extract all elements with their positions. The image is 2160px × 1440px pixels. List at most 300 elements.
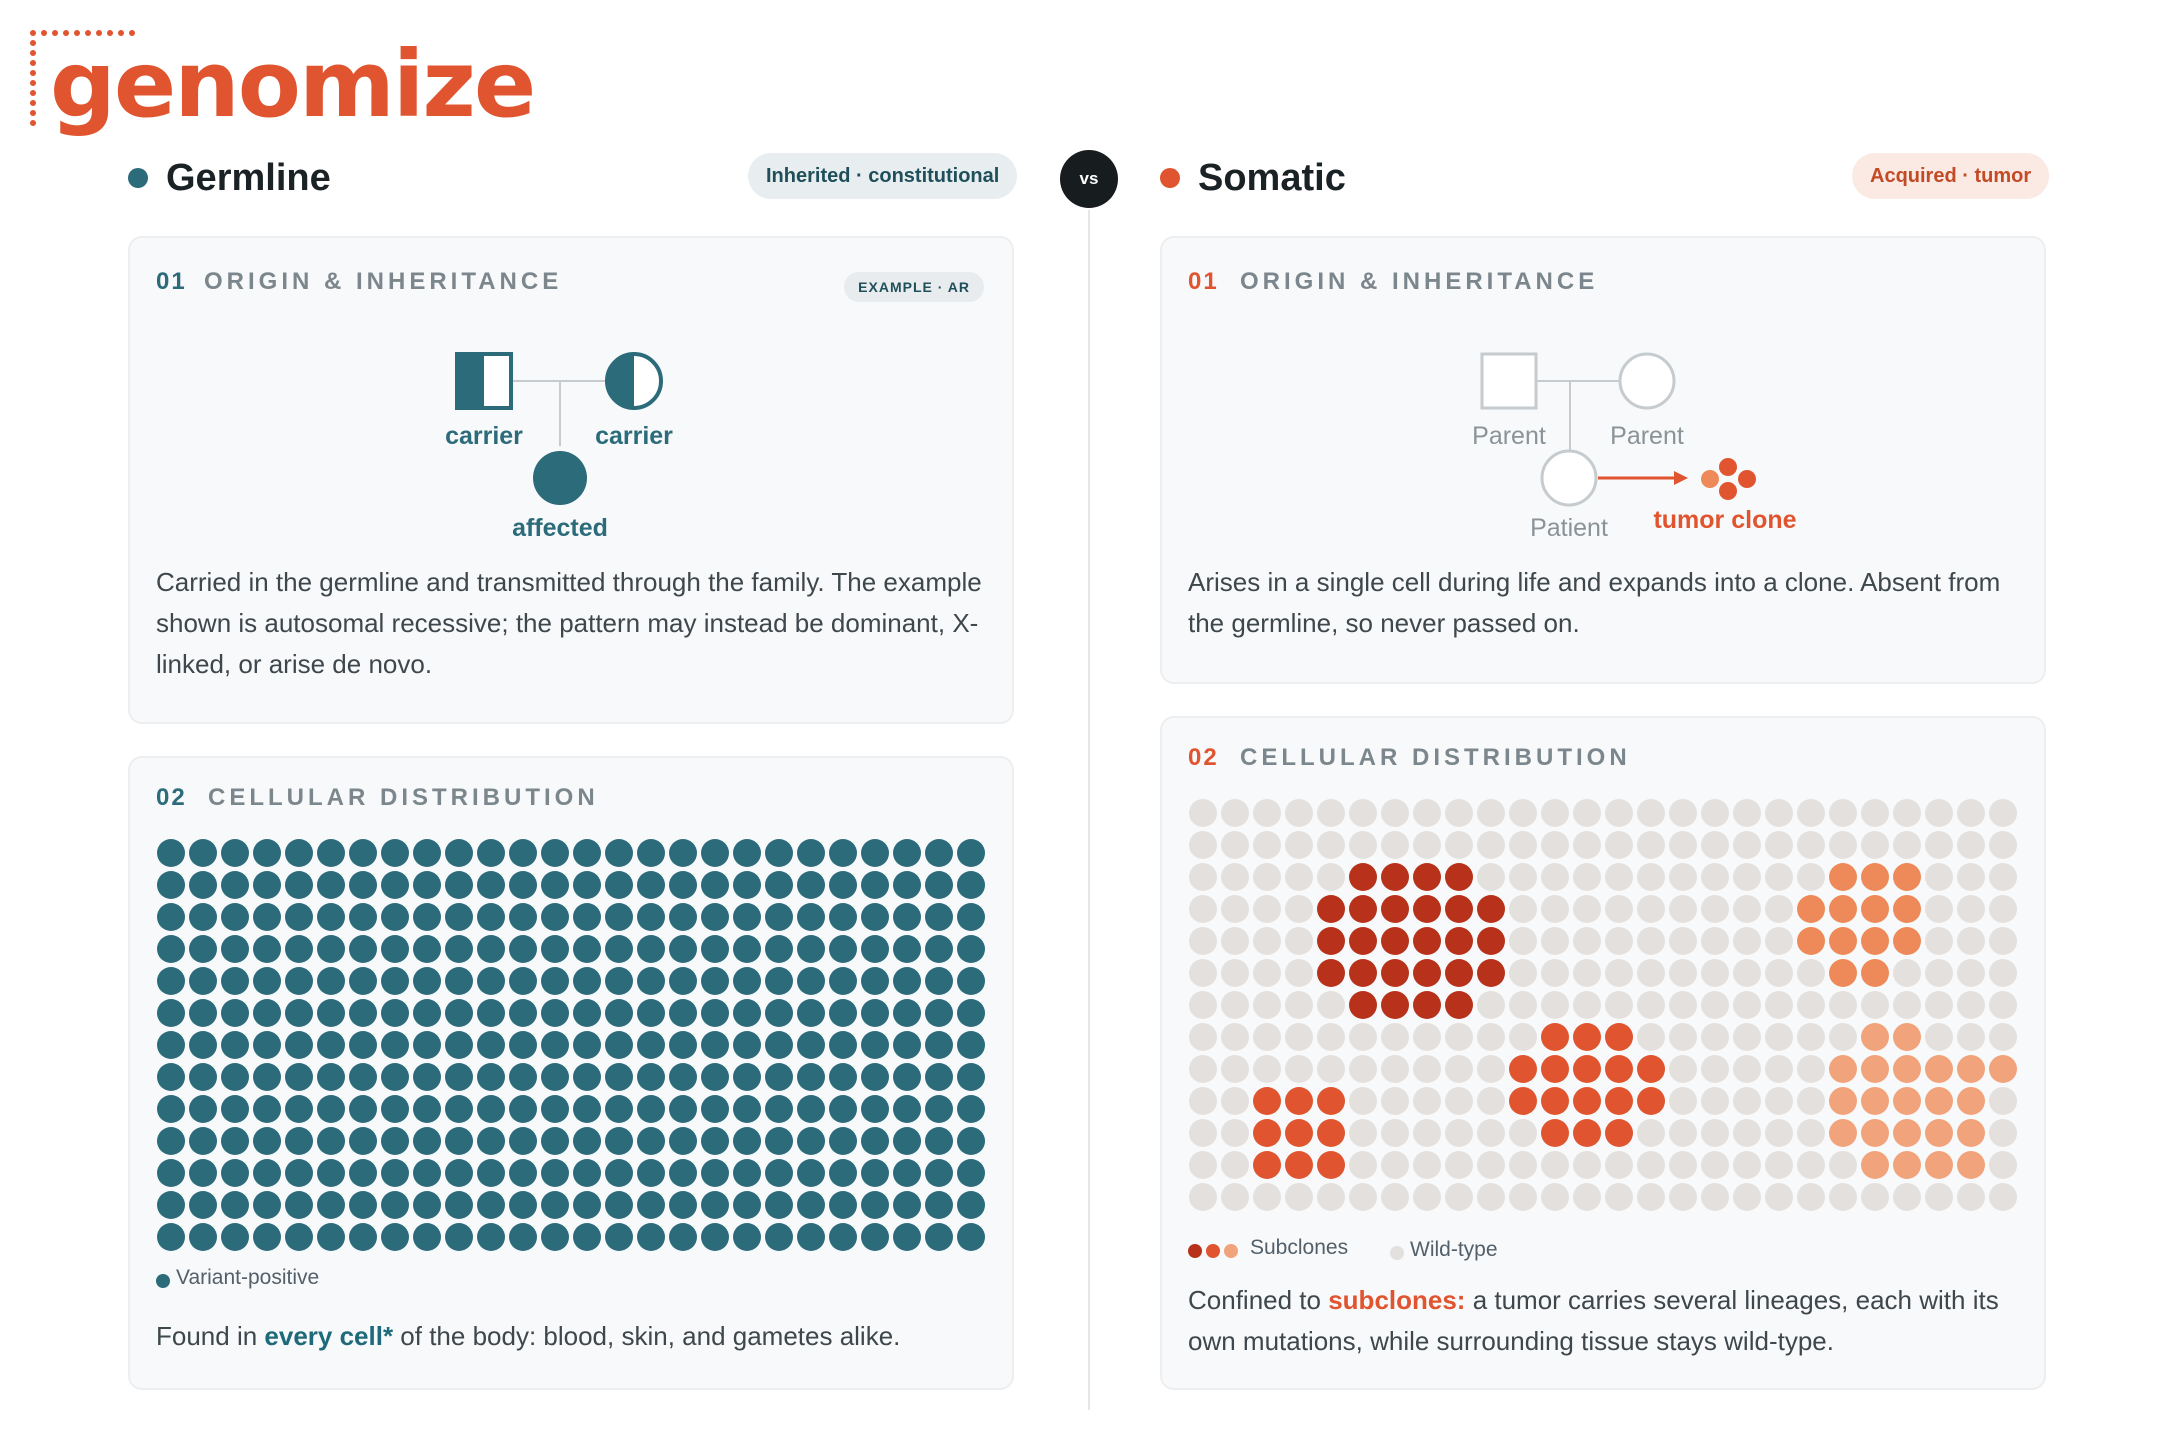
somatic-cell [1573, 927, 1601, 955]
variant-positive-cell [925, 839, 953, 867]
carrier-mother-icon [607, 354, 661, 408]
somatic-cell [1989, 799, 2017, 827]
variant-positive-cell [893, 1095, 921, 1123]
somatic-pill: Acquired · tumor [1852, 153, 2049, 199]
somatic-cell [1925, 927, 1953, 955]
variant-positive-cell [797, 903, 825, 931]
somatic-cell [1925, 959, 1953, 987]
variant-positive-cell [541, 1191, 569, 1219]
variant-positive-cell [477, 935, 505, 963]
somatic-cell [1669, 991, 1697, 1019]
somatic-cell [1765, 1087, 1793, 1115]
somatic-cell [1701, 1087, 1729, 1115]
somatic-cell [1797, 1119, 1825, 1147]
somatic-cell [1381, 1119, 1409, 1147]
germline-title: Germline [166, 157, 331, 199]
variant-positive-cell [349, 839, 377, 867]
variant-positive-cell [445, 871, 473, 899]
section-number: 01 [156, 268, 187, 295]
variant-positive-cell [893, 1031, 921, 1059]
somatic-cell [1349, 831, 1377, 859]
variant-positive-cell [605, 1223, 633, 1251]
somatic-cell [1733, 1087, 1761, 1115]
variant-positive-cell [765, 1095, 793, 1123]
variant-positive-cell [157, 839, 185, 867]
variant-positive-cell [765, 1127, 793, 1155]
somatic-cell [1445, 991, 1473, 1019]
somatic-cell [1669, 959, 1697, 987]
variant-positive-cell [189, 967, 217, 995]
variant-positive-cell [637, 967, 665, 995]
variant-positive-cell [445, 903, 473, 931]
somatic-cell [1349, 1055, 1377, 1083]
somatic-cell [1893, 1119, 1921, 1147]
variant-positive-cell [253, 1063, 281, 1091]
variant-positive-cell [157, 1159, 185, 1187]
variant-positive-cell [573, 967, 601, 995]
somatic-cell [1861, 863, 1889, 891]
variant-positive-cell [637, 871, 665, 899]
somatic-cell [1221, 1151, 1249, 1179]
variant-positive-cell [317, 1063, 345, 1091]
variant-positive-cell [349, 935, 377, 963]
somatic-cell [1861, 1119, 1889, 1147]
somatic-cell [1381, 863, 1409, 891]
variant-positive-cell [829, 1223, 857, 1251]
variant-positive-cell [189, 903, 217, 931]
somatic-cell [1701, 1151, 1729, 1179]
somatic-cell [1861, 1023, 1889, 1051]
variant-positive-cell [733, 1159, 761, 1187]
somatic-cell [1413, 895, 1441, 923]
somatic-cell [1381, 1055, 1409, 1083]
somatic-cell [1253, 831, 1281, 859]
variant-positive-cell [221, 871, 249, 899]
somatic-cell [1989, 1055, 2017, 1083]
somatic-cell [1797, 1023, 1825, 1051]
somatic-cell [1221, 959, 1249, 987]
wildtype-legend: Wild-type [1410, 1238, 1498, 1261]
variant-positive-cell [381, 871, 409, 899]
variant-positive-cell [637, 1159, 665, 1187]
variant-positive-cell [957, 1031, 985, 1059]
somatic-cell [1509, 831, 1537, 859]
somatic-distribution-text: Confined to subclones: a tumor carries several lineages, each with its own mutations, while surrounding tissue stays wild-type. [1188, 1285, 1999, 1356]
section-title: ORIGIN & INHERITANCE [204, 268, 563, 295]
somatic-cell [1829, 959, 1857, 987]
somatic-cell [1701, 895, 1729, 923]
variant-positive-cell [253, 1191, 281, 1219]
variant-positive-cell [285, 999, 313, 1027]
somatic-cell [1573, 895, 1601, 923]
variant-positive-cell [637, 1031, 665, 1059]
variant-positive-cell [317, 1223, 345, 1251]
somatic-cell [1925, 1023, 1953, 1051]
variant-positive-cell [445, 1127, 473, 1155]
somatic-cell [1861, 927, 1889, 955]
somatic-cell [1413, 863, 1441, 891]
somatic-cell [1605, 1023, 1633, 1051]
somatic-cell [1413, 799, 1441, 827]
somatic-cell [1989, 1119, 2017, 1147]
variant-positive-cell [381, 935, 409, 963]
variant-positive-cell [285, 1191, 313, 1219]
variant-positive-cell [445, 1159, 473, 1187]
variant-positive-cell [733, 839, 761, 867]
somatic-cell [1477, 1055, 1505, 1083]
somatic-cell [1829, 927, 1857, 955]
somatic-cell [1893, 799, 1921, 827]
variant-positive-cell [509, 839, 537, 867]
somatic-cell [1701, 831, 1729, 859]
germline-pedigree [130, 238, 1016, 538]
somatic-cell [1189, 959, 1217, 987]
somatic-cell [1797, 927, 1825, 955]
somatic-cell [1285, 1023, 1313, 1051]
mother-label: Parent [1610, 422, 1684, 450]
variant-positive-cell [669, 999, 697, 1027]
somatic-cell [1925, 799, 1953, 827]
somatic-cell [1285, 1183, 1313, 1211]
somatic-cell [1541, 927, 1569, 955]
variant-positive-cell [541, 935, 569, 963]
variant-positive-cell [957, 967, 985, 995]
variant-positive-cell [925, 871, 953, 899]
variant-positive-cell [637, 1063, 665, 1091]
genomize-logo [30, 30, 535, 140]
somatic-cell [1637, 831, 1665, 859]
somatic-cell [1861, 1055, 1889, 1083]
somatic-cell [1861, 1087, 1889, 1115]
variant-positive-cell [253, 871, 281, 899]
variant-positive-cell [445, 967, 473, 995]
somatic-cell [1189, 799, 1217, 827]
germline-dot-icon [128, 168, 148, 188]
somatic-cell [1477, 1087, 1505, 1115]
somatic-cell [1797, 895, 1825, 923]
somatic-cell [1989, 831, 2017, 859]
somatic-cell [1989, 991, 2017, 1019]
patient-icon [1542, 451, 1596, 505]
somatic-origin-card [1160, 236, 2046, 684]
somatic-cell [1477, 831, 1505, 859]
somatic-cell [1605, 863, 1633, 891]
subclone-legend-swatch-dark [1188, 1244, 1202, 1258]
variant-positive-cell [573, 1031, 601, 1059]
mother-label: carrier [595, 422, 673, 450]
variant-positive-cell [701, 1031, 729, 1059]
variant-positive-cell [957, 1159, 985, 1187]
variant-positive-cell [541, 903, 569, 931]
somatic-cell [1893, 1055, 1921, 1083]
somatic-cell [1413, 831, 1441, 859]
germline-distribution-text: Found in every cell* of the body: blood, skin, and gametes alike. [156, 1321, 901, 1351]
variant-positive-cell [317, 935, 345, 963]
somatic-cell [1733, 959, 1761, 987]
somatic-cell [1733, 863, 1761, 891]
variant-positive-cell [445, 935, 473, 963]
variant-positive-cell [669, 1063, 697, 1091]
variant-positive-cell [797, 1159, 825, 1187]
somatic-cell [1445, 959, 1473, 987]
somatic-cell [1637, 1055, 1665, 1083]
somatic-cell [1765, 863, 1793, 891]
somatic-cell [1349, 1087, 1377, 1115]
variant-positive-cell [669, 1223, 697, 1251]
somatic-cell [1669, 1087, 1697, 1115]
somatic-cell [1509, 863, 1537, 891]
somatic-cell [1445, 799, 1473, 827]
variant-positive-cell [701, 967, 729, 995]
somatic-cell [1733, 831, 1761, 859]
somatic-cell [1765, 1183, 1793, 1211]
somatic-cell [1861, 831, 1889, 859]
somatic-cell [1829, 799, 1857, 827]
variant-positive-cell [317, 999, 345, 1027]
variant-positive-cell [445, 839, 473, 867]
somatic-cell [1285, 1119, 1313, 1147]
variant-positive-cell [413, 1031, 441, 1059]
somatic-cell [1221, 1023, 1249, 1051]
variant-positive-cell [669, 1159, 697, 1187]
somatic-cell [1765, 1119, 1793, 1147]
somatic-cell [1285, 895, 1313, 923]
variant-positive-cell [285, 1127, 313, 1155]
somatic-cell [1317, 831, 1345, 859]
somatic-cell [1349, 1119, 1377, 1147]
somatic-cell [1829, 863, 1857, 891]
variant-positive-cell [637, 1127, 665, 1155]
somatic-cell [1701, 799, 1729, 827]
germline-distribution-card [128, 756, 1014, 1390]
somatic-cell [1829, 1055, 1857, 1083]
variant-positive-cell [509, 1223, 537, 1251]
patient-label: Patient [1530, 514, 1608, 542]
variant-positive-cell [957, 1191, 985, 1219]
somatic-cell [1317, 927, 1345, 955]
variant-positive-cell [221, 967, 249, 995]
somatic-cell [1637, 1151, 1665, 1179]
section-title: CELLULAR DISTRIBUTION [1240, 744, 1631, 771]
somatic-cell [1669, 1023, 1697, 1051]
somatic-cell [1893, 991, 1921, 1019]
variant-positive-cell [413, 1191, 441, 1219]
logo-dot [30, 40, 36, 46]
somatic-pedigree [1162, 238, 2048, 538]
somatic-cell [1957, 1023, 1985, 1051]
somatic-cell [1445, 1119, 1473, 1147]
somatic-cell [1733, 1055, 1761, 1083]
variant-positive-cell [861, 1159, 889, 1187]
variant-positive-cell [413, 871, 441, 899]
variant-positive-cell [861, 935, 889, 963]
somatic-cell [1509, 895, 1537, 923]
variant-positive-cell [605, 1127, 633, 1155]
somatic-cell [1445, 927, 1473, 955]
variant-positive-cell [477, 903, 505, 931]
variant-positive-cell [733, 1127, 761, 1155]
somatic-cell [1253, 863, 1281, 891]
somatic-cell [1957, 991, 1985, 1019]
somatic-cell [1797, 831, 1825, 859]
somatic-cell [1477, 1023, 1505, 1051]
somatic-cell [1893, 1183, 1921, 1211]
somatic-cell [1765, 1023, 1793, 1051]
variant-positive-cell [253, 999, 281, 1027]
variant-positive-cell [573, 1127, 601, 1155]
variant-positive-cell [285, 871, 313, 899]
variant-positive-cell [765, 871, 793, 899]
variant-positive-cell [925, 1223, 953, 1251]
variant-positive-cell [925, 1031, 953, 1059]
variant-positive-cell [861, 1191, 889, 1219]
somatic-cell [1605, 831, 1633, 859]
somatic-cell [1765, 927, 1793, 955]
somatic-cell [1637, 1119, 1665, 1147]
variant-positive-cell [413, 1127, 441, 1155]
somatic-cell [1413, 1151, 1441, 1179]
variant-positive-cell [701, 1223, 729, 1251]
somatic-cell [1349, 927, 1377, 955]
variant-positive-cell [925, 999, 953, 1027]
variant-positive-cell [221, 1191, 249, 1219]
somatic-cell [1925, 1055, 1953, 1083]
somatic-cell [1765, 991, 1793, 1019]
somatic-cell [1189, 1023, 1217, 1051]
somatic-cell [1413, 991, 1441, 1019]
variant-positive-cell [445, 1223, 473, 1251]
variant-positive-cell [189, 1095, 217, 1123]
somatic-origin-text: Arises in a single cell during life and expands into a clone. Absent from the germline, so never passed on. [1188, 567, 2001, 638]
somatic-cell [1605, 1119, 1633, 1147]
variant-positive-cell [253, 1095, 281, 1123]
variant-positive-cell [669, 1127, 697, 1155]
variant-positive-cell [893, 871, 921, 899]
germline-cell-grid [156, 838, 988, 1254]
variant-positive-cell [797, 871, 825, 899]
variant-positive-cell [477, 1191, 505, 1219]
variant-positive-cell [477, 999, 505, 1027]
somatic-cell [1381, 895, 1409, 923]
variant-positive-cell [221, 1095, 249, 1123]
variant-positive-cell [829, 1063, 857, 1091]
somatic-cell [1669, 1119, 1697, 1147]
variant-positive-cell [797, 1191, 825, 1219]
somatic-cell [1541, 895, 1569, 923]
variant-positive-cell [477, 1223, 505, 1251]
somatic-cell [1349, 863, 1377, 891]
somatic-cell [1733, 1151, 1761, 1179]
somatic-cell [1541, 1151, 1569, 1179]
somatic-cell [1957, 1151, 1985, 1179]
variant-positive-cell [317, 903, 345, 931]
somatic-cell [1765, 1055, 1793, 1083]
somatic-cell [1253, 1183, 1281, 1211]
child-label: affected [512, 514, 608, 542]
somatic-cell [1925, 863, 1953, 891]
somatic-cell [1925, 1119, 1953, 1147]
variant-positive-cell [733, 999, 761, 1027]
variant-positive-cell [957, 1223, 985, 1251]
variant-positive-cell [765, 1223, 793, 1251]
somatic-cell [1925, 831, 1953, 859]
variant-positive-cell [477, 967, 505, 995]
somatic-cell [1285, 927, 1313, 955]
somatic-cell [1413, 1119, 1441, 1147]
somatic-cell [1445, 831, 1473, 859]
variant-positive-cell [317, 967, 345, 995]
variant-positive-cell [573, 1159, 601, 1187]
somatic-cell [1701, 863, 1729, 891]
variant-positive-cell [221, 1127, 249, 1155]
somatic-cell [1733, 1183, 1761, 1211]
logo-dot [30, 70, 36, 76]
somatic-cell [1317, 799, 1345, 827]
variant-positive-cell [221, 1159, 249, 1187]
variant-positive-cell [605, 999, 633, 1027]
variant-positive-cell [893, 1063, 921, 1091]
variant-positive-cell [189, 999, 217, 1027]
somatic-cell [1413, 959, 1441, 987]
variant-positive-cell [733, 1031, 761, 1059]
somatic-cell [1829, 895, 1857, 923]
somatic-cell [1637, 863, 1665, 891]
somatic-cell [1573, 1119, 1601, 1147]
somatic-cell [1861, 895, 1889, 923]
somatic-cell [1861, 1151, 1889, 1179]
somatic-cell [1253, 927, 1281, 955]
variant-positive-legend: Variant-positive [176, 1266, 320, 1289]
example-badge: EXAMPLE · AR [844, 272, 984, 302]
variant-positive-cell [829, 967, 857, 995]
variant-positive-cell [285, 967, 313, 995]
variant-positive-cell [861, 839, 889, 867]
variant-positive-cell [733, 1223, 761, 1251]
somatic-cell [1669, 1151, 1697, 1179]
somatic-cell [1701, 959, 1729, 987]
somatic-cell [1381, 927, 1409, 955]
variant-positive-cell [957, 1095, 985, 1123]
variant-positive-cell [221, 839, 249, 867]
somatic-cell [1381, 991, 1409, 1019]
somatic-cell [1381, 1023, 1409, 1051]
somatic-cell [1797, 959, 1825, 987]
variant-positive-cell [605, 1191, 633, 1219]
somatic-cell [1605, 1087, 1633, 1115]
variant-positive-cell [349, 999, 377, 1027]
somatic-cell [1317, 991, 1345, 1019]
somatic-cell [1989, 927, 2017, 955]
variant-positive-cell [701, 1063, 729, 1091]
somatic-cell [1989, 863, 2017, 891]
somatic-cell [1509, 927, 1537, 955]
variant-positive-cell [381, 1063, 409, 1091]
variant-positive-cell [509, 1063, 537, 1091]
somatic-cell [1701, 1183, 1729, 1211]
somatic-cell [1253, 959, 1281, 987]
variant-positive-cell [957, 1127, 985, 1155]
variant-positive-cell [925, 1063, 953, 1091]
variant-positive-cell [605, 1063, 633, 1091]
variant-positive-cell [413, 1063, 441, 1091]
somatic-cell [1797, 799, 1825, 827]
variant-positive-cell [381, 903, 409, 931]
variant-positive-cell [349, 1159, 377, 1187]
somatic-cell [1221, 799, 1249, 827]
germline-origin-card [128, 236, 1014, 724]
somatic-cell [1221, 1119, 1249, 1147]
variant-positive-cell [253, 1223, 281, 1251]
